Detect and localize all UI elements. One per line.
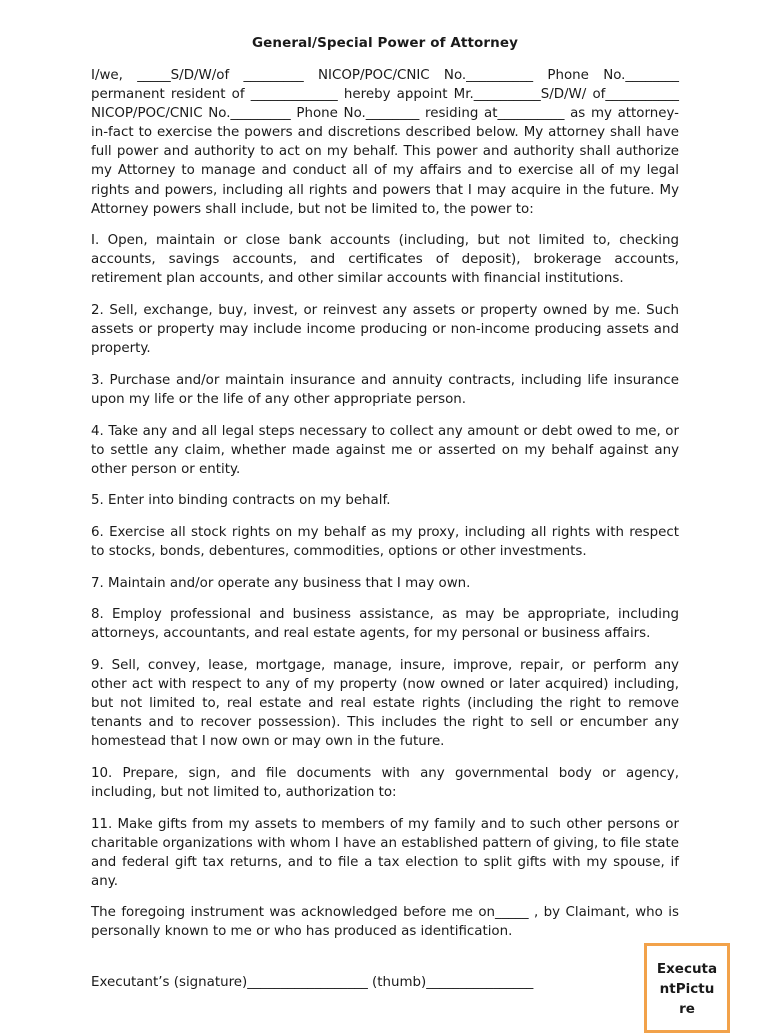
clause-7: 7. Maintain and/or operate any business that I may own.	[91, 575, 471, 591]
clause-10: 10. Prepare, sign, and file documents with any governmental body or agency, including, but not limited to, authorization to:	[91, 765, 679, 800]
signature-line: Executant’s (signature)__________________ (thumb)________________	[91, 975, 534, 990]
clause-11: 11. Make gifts from my assets to members of my family and to such other persons or charitable organizations with whom I have an established pattern of giving, to file state and federal gift tax returns, and to file a tax election to split gifts with my spouse, if any.	[91, 816, 679, 889]
clause-1: I. Open, maintain or close bank accounts (including, but not limited to, checking accounts, savings accounts, and certificates of deposit), brokerage accounts, retirement plan accounts, and other similar accounts with financial institutions.	[91, 233, 679, 287]
document-body	[91, 66, 679, 953]
executant-picture-box	[644, 943, 730, 1033]
clause-4: 4. Take any and all legal steps necessary to collect any amount or debt owed to me, or to settle any claim, whether made against me or asserted on my behalf against any other person or entity.	[91, 423, 679, 477]
picture-box-label-line-2: ntPictu	[659, 981, 715, 997]
picture-box-label-line-3: re	[679, 1001, 695, 1017]
acknowledgement-paragraph: The foregoing instrument was acknowledged before me on_____ , by Claimant, who is personally known to me or who has produced as identification.	[91, 905, 679, 940]
picture-box-label-line-1: Executa	[656, 961, 718, 977]
clause-6: 6. Exercise all stock rights on my behalf as my proxy, including all rights with respect to stocks, bonds, debentures, commodities, options or other investments.	[91, 524, 679, 559]
clause-8: 8. Employ professional and business assistance, as may be appropriate, including attorneys, accountants, and real estate agents, for my personal or business affairs.	[91, 607, 679, 642]
clause-5: 5. Enter into binding contracts on my behalf.	[91, 493, 391, 509]
clause-9: 9. Sell, convey, lease, mortgage, manage, insure, improve, repair, or perform any other act with respect to any of my property (now owned or later acquired) including, but not limited to, real estate and real estate rights (including the right to remove tenants and to recover possession). This includes the right to sell or encumber any homestead that I now own or may own in the future.	[91, 657, 679, 750]
clause-2: 2. Sell, exchange, buy, invest, or reinvest any assets or property owned by me. Such assets or property may include income producing or non-income producing assets and property.	[91, 303, 679, 357]
clause-3: 3. Purchase and/or maintain insurance and annuity contracts, including life insurance upon my life or the life of any other appropriate person.	[91, 372, 679, 407]
document-title: General/Special Power of Attorney	[251, 35, 519, 51]
intro-paragraph: I/we, _____S/D/W/of _________ NICOP/POC/CNIC No.__________ Phone No.________ permanent resident of _____________ hereby appoint Mr.__________S/D/W/ of___________ NICOP/POC/CNIC No._________ Phone No.________ residing at__________ as my attorney-in-fact to exercise the powers and discretions described below. My attorney shall have full power and authority to act on my behalf. This power and authority shall authorize my Attorney to manage and conduct all of my affairs and to exercise all of my legal rights and powers, including all rights and powers that I may acquire in the future. My Attorney powers shall include, but not be limited to, the power to:	[91, 68, 679, 217]
